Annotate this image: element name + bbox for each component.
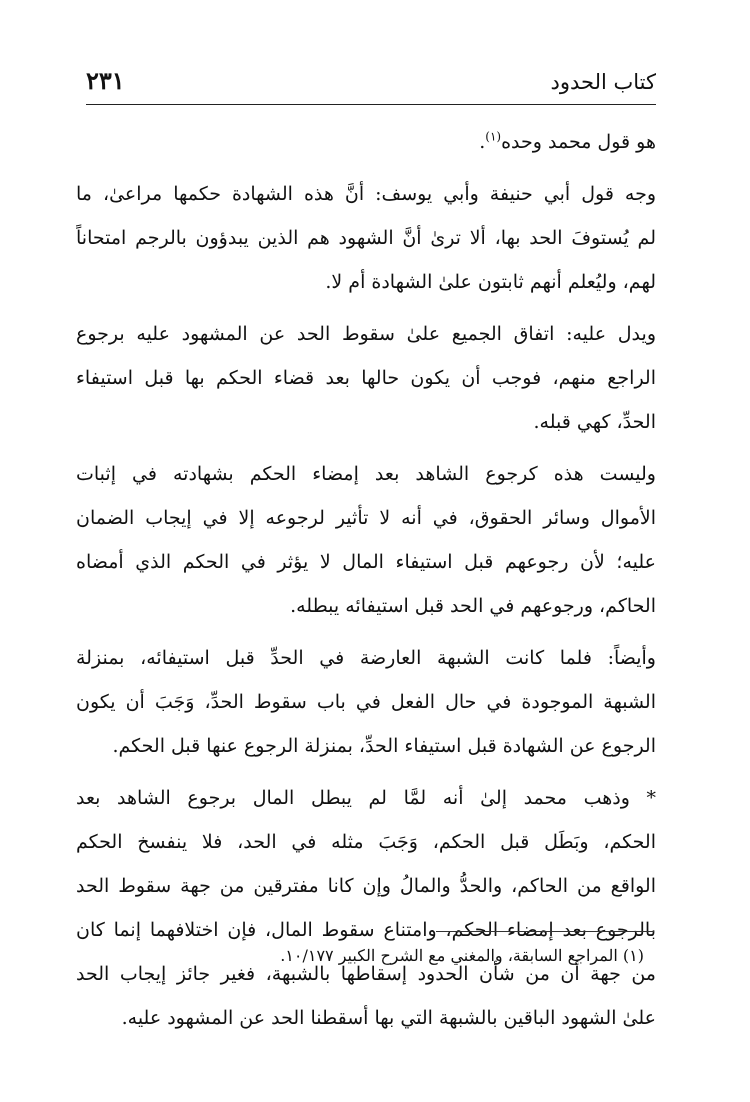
running-title: كتاب الحدود <box>550 70 656 94</box>
text-line: لهم، وليُعلم أنهم ثابتون علىٰ الشهادة أم لا. <box>325 271 656 293</box>
text-line: الشبهة الموجودة في حال الفعل في باب سقوط الحدِّ، وَجَبَ أن يكون <box>76 691 656 713</box>
text-line: من جهة أن من شأن الحدود إسقاطها بالشبهة، فغير جائز إيجاب الحد <box>76 963 656 985</box>
text-line: الرجوع عن الشهادة قبل استيفاء الحدِّ، بمنزلة الرجوع عنها قبل الحكم. <box>112 735 656 757</box>
page-header <box>86 62 656 106</box>
body-text <box>76 120 656 1040</box>
line-end: . <box>479 131 486 153</box>
header-rule <box>86 104 656 105</box>
text-line: وجه قول أبي حنيفة وأبي يوسف: أنَّ هذه الشهادة حكمها مراعىٰ، ما <box>76 183 656 205</box>
text-line: الأموال وسائر الحقوق، في أنه لا تأثير لرجوعه إلا في إيجاب الضمان <box>76 507 656 529</box>
text-line: بالرجوع بعد إمضاء الحكم، وامتناع سقوط المال، فإن اختلافهما إنما كان <box>76 919 656 941</box>
text-line: وليست هذه كرجوع الشاهد بعد إمضاء الحكم بشهادته في إثبات <box>76 463 656 485</box>
text-line: عليه؛ لأن رجوعهم قبل استيفاء المال لا يؤثر في الحكم الذي أمضاه <box>76 551 656 573</box>
text-line: علىٰ الشهود الباقين بالشبهة التي بها أسقطنا الحد عن المشهود عليه. <box>121 1007 656 1029</box>
text-line <box>76 120 656 164</box>
page-number: ٢٣١ <box>86 66 125 95</box>
text-line: * وذهب محمد إلىٰ أنه لمَّا لم يبطل المال برجوع الشاهد بعد <box>76 787 656 809</box>
text-line: لم يُستوفَ الحد بها، ألا ترىٰ أنَّ الشهود هم الذين يبدؤون بالرجم امتحاناً <box>76 227 656 249</box>
text-line: الواقع من الحاكم، والحدُّ والمالُ وإن كانا مفترقين من جهة سقوط الحد <box>76 875 656 897</box>
footnote-marker: (١) <box>485 129 502 144</box>
text-line: الحكم، وبَطَل قبل الحكم، وَجَبَ مثله في الحد، فلا ينفسخ الحكم <box>76 831 656 853</box>
text-line: الحاكم، ورجوعهم في الحد قبل استيفائه يبطله. <box>290 595 656 617</box>
text-line: الراجع منهم، فوجب أن يكون حالها بعد قضاء الحكم بها قبل استيفاء <box>76 367 656 389</box>
text-line: ويدل عليه: اتفاق الجميع علىٰ سقوط الحد عن المشهود عليه برجوع <box>76 323 656 345</box>
text-line: وأيضاً: فلما كانت الشبهة العارضة في الحدِّ قبل استيفائه، بمنزلة <box>76 647 656 669</box>
line-text: هو قول محمد وحده <box>501 131 656 153</box>
footnote-rule <box>436 931 654 932</box>
text-line: الحدِّ، كهي قبله. <box>533 411 656 433</box>
footnote: (١) المراجع السابقة، والمغني مع الشرح الكبير ١٠/١٧٧. <box>280 946 644 965</box>
